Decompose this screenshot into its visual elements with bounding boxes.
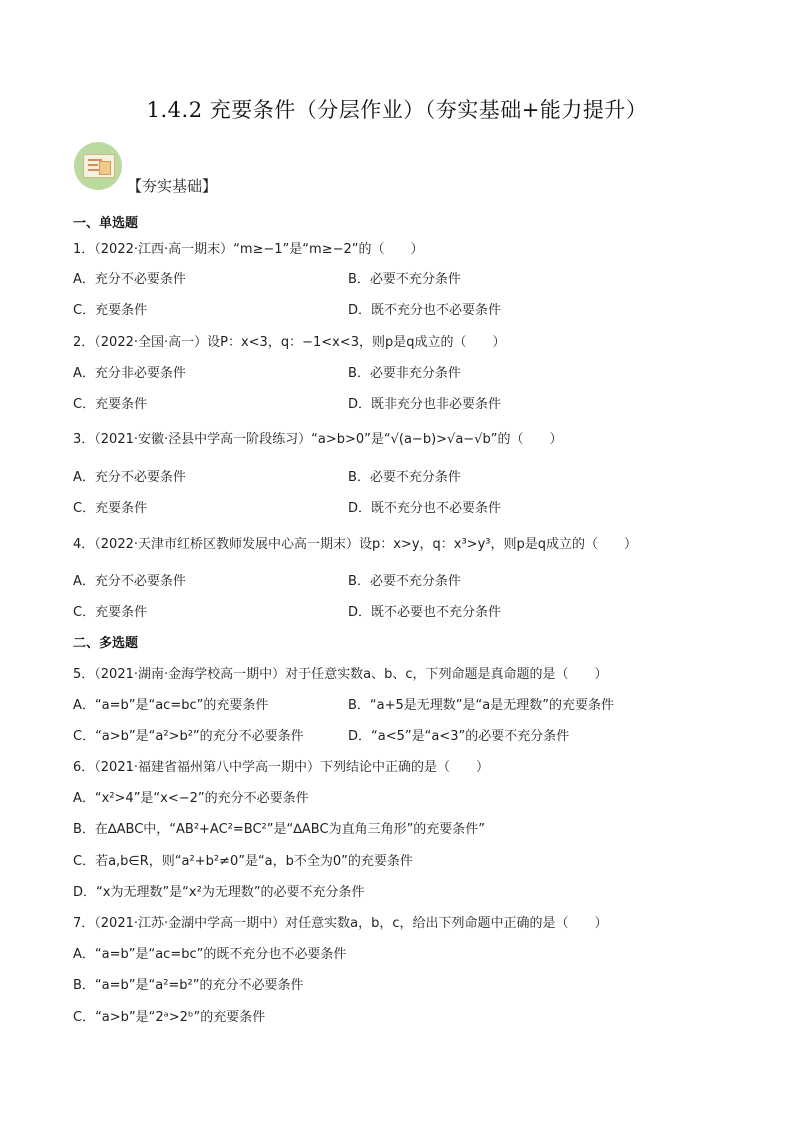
question-1-option-c: C．充要条件 [73,303,148,318]
question-2-option-c: C．充要条件 [73,397,148,412]
question-6-stem: 6．（2021·福建省福州第八中学高一期中）下列结论中正确的是（ ） [73,760,489,775]
question-6-option-c: C．若a,b∈R，则“a²+b²≠0”是“a，b不全为0”的充要条件 [73,854,413,869]
question-2-stem: 2．（2022·全国·高一）设P：x<3，q：−1<x<3，则p是q成立的（ ） [73,335,506,350]
question-7-stem: 7．（2021·江苏·金湖中学高一期中）对任意实数a，b，c，给出下列命题中正确的是（ ） [73,916,608,931]
question-6-option-b: B．在∆ABC中，“AB²+AC²=BC²”是“∆ABC为直角三角形”的充要条件” [73,822,486,837]
question-7-option-b: B．“a=b”是“a²=b²”的充分不必要条件 [73,978,304,993]
document-notes-icon [74,142,122,190]
question-6-option-d: D．“x为无理数”是“x²为无理数”的必要不充分条件 [73,885,365,900]
question-4-option-b: B．必要不充分条件 [348,574,461,589]
question-3-stem: 3．（2021·安徽·泾县中学高一阶段练习）“a>b>0”是“√(a−b)>√a−√b”的（ ） [73,432,563,447]
question-7-option-c: C．“a>b”是“2ᵃ>2ᵇ”的充要条件 [73,1010,266,1025]
question-3-option-c: C．充要条件 [73,501,148,516]
question-1-option-d: D．既不充分也不必要条件 [348,303,502,318]
question-5-option-d: D．“a<5”是“a<3”的必要不充分条件 [348,729,570,744]
question-7-option-a: A．“a=b”是“ac=bc”的既不充分也不必要条件 [73,947,347,962]
question-4-option-a: A．充分不必要条件 [73,574,186,589]
section-label: 【夯实基础】 [127,177,218,195]
question-3-option-b: B．必要不充分条件 [348,470,461,485]
heading-multiple-choice: 二、多选题 [73,636,139,651]
question-3-option-a: A．充分不必要条件 [73,470,186,485]
page-title: 1.4.2 充要条件（分层作业）（夯实基础+能力提升） [146,98,648,122]
question-6-option-a: A．“x²>4”是“x<−2”的充分不必要条件 [73,791,309,806]
question-4-option-c: C．充要条件 [73,605,148,620]
question-2-option-d: D．既非充分也非必要条件 [348,397,502,412]
question-2-option-a: A．充分非必要条件 [73,366,186,381]
question-5-option-c: C．“a>b”是“a²>b²”的充分不必要条件 [73,729,304,744]
question-5-option-b: B．“a+5是无理数”是“a是无理数”的充要条件 [348,698,614,713]
question-1-option-b: B．必要不充分条件 [348,272,461,287]
question-1-stem: 1．（2022·江西·高一期末）“m≥−1”是“m≥−2”的（ ） [73,242,424,257]
question-4-option-d: D．既不必要也不充分条件 [348,605,502,620]
question-1-option-a: A．充分不必要条件 [73,272,186,287]
heading-single-choice: 一、单选题 [73,216,139,231]
question-5-stem: 5．（2021·湖南·金海学校高一期中）对于任意实数a、b、c，下列命题是真命题的是（ ） [73,667,608,682]
question-4-stem: 4．（2022·天津市红桥区教师发展中心高一期末）设p：x>y，q：x³>y³，则p是q成立的（ ） [73,537,637,552]
question-3-option-d: D．既不充分也不必要条件 [348,501,502,516]
question-5-option-a: A．“a=b”是“ac=bc”的充要条件 [73,698,269,713]
question-2-option-b: B．必要非充分条件 [348,366,461,381]
